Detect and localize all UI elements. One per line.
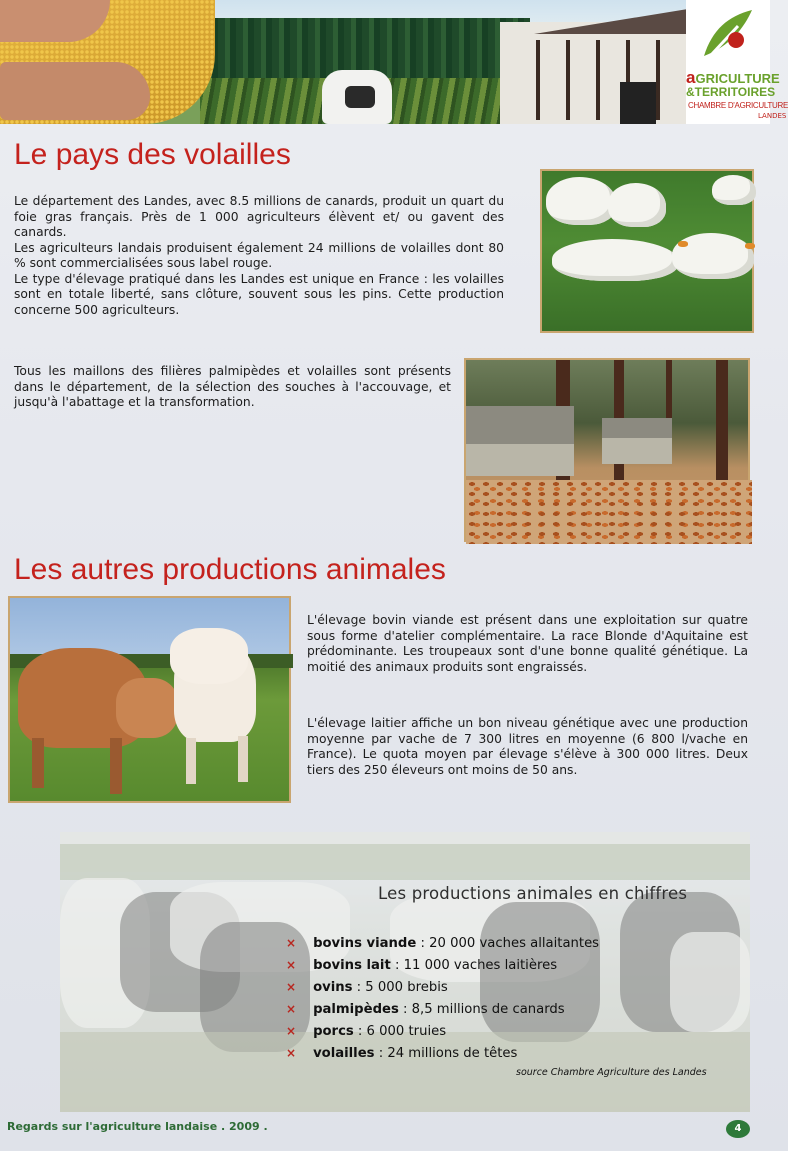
chambre-agriculture-logo xyxy=(686,0,788,124)
stat-item xyxy=(286,980,448,995)
duck-beak xyxy=(678,241,688,247)
logo-line-2: &TERRITOIRES xyxy=(686,85,776,99)
cow-leg xyxy=(238,736,248,782)
header-banner xyxy=(0,0,788,124)
bovin-viande-paragraph: L'élevage bovin viande est présent dans une exploitation sur quatre sous forme d'atelier complémentaire. La race Blonde d'Aquitaine est prédominante. Les troupeaux sont d'une bonne qualité génétique. La moitié des animaux produits sont engraissés. xyxy=(307,613,748,674)
stat-item xyxy=(286,936,599,951)
duck-shape xyxy=(546,177,616,225)
stat-value: : 5 000 brebis xyxy=(352,980,448,995)
volailles-paragraph-line-3: Le type d'élevage pratiqué dans les Landes est unique en France : les volailles sont en totale liberté, sans clôture, souvent sous les pins. Cette production concerne 500 agriculteurs. xyxy=(14,271,504,317)
poultry-house xyxy=(602,438,672,464)
stat-item xyxy=(286,958,557,973)
stat-item xyxy=(286,1046,517,1061)
blonde-cow-head xyxy=(116,678,178,738)
stat-value: : 6 000 truies xyxy=(353,1024,447,1039)
duck-beak xyxy=(745,243,755,249)
bullet-icon: × xyxy=(286,980,297,994)
bovin-lait-paragraph: L'élevage laitier affiche un bon niveau génétique avec une production moyenne par vache de 7 300 litres en moyenne (6 800 l/vache en France). Le quota moyen par élevage s'élève à 300 000 litres. Deux tiers des 250 éleveurs ont moins de 50 ans. xyxy=(307,716,748,777)
stat-item xyxy=(286,1024,446,1039)
cow-leg xyxy=(32,738,44,788)
stats-panel xyxy=(60,832,750,1112)
duck-shape xyxy=(712,175,756,205)
logo-line-4: LANDES xyxy=(758,112,787,120)
stat-label: volailles xyxy=(313,1046,375,1061)
hens-ground xyxy=(466,480,752,544)
stat-value: : 11 000 vaches laitières xyxy=(390,958,558,973)
stat-label: porcs xyxy=(313,1024,354,1039)
stat-value: : 24 millions de têtes xyxy=(374,1046,518,1061)
cow-leg xyxy=(110,738,122,794)
volailles-paragraph-line-2: Les agriculteurs landais produisent également 24 millions de volailles dont 80 % sont commercialisées sous label rouge. xyxy=(14,240,504,270)
duck-shape xyxy=(608,183,666,227)
bullet-icon: × xyxy=(286,958,297,972)
volailles-paragraph xyxy=(14,194,504,318)
banner-cow-patch xyxy=(345,86,375,108)
bullet-icon: × xyxy=(286,1002,297,1016)
poultry-house xyxy=(466,444,574,476)
stat-label: bovins lait xyxy=(313,958,391,973)
section-title-volailles: Le pays des volailles xyxy=(14,138,291,171)
duck-shape xyxy=(552,239,678,281)
filieres-paragraph: Tous les maillons des filières palmipèdes et volailles sont présents dans le département, de la sélection des souches à l'accouvage, et jusqu'à l'abattage et la transformation. xyxy=(14,364,451,409)
stat-item xyxy=(286,1002,565,1017)
stat-label: palmipèdes xyxy=(313,1002,399,1017)
footer-text: Regards sur l'agriculture landaise . 2009 . xyxy=(7,1120,268,1133)
bullet-icon: × xyxy=(286,1046,297,1060)
bullet-icon: × xyxy=(286,936,297,950)
logo-line-3: CHAMBRE D'AGRICULTURE xyxy=(688,101,788,110)
banner-farmhouse-door xyxy=(620,82,656,124)
pine-trunk xyxy=(716,360,728,500)
ducks-photo xyxy=(540,169,754,333)
poultry-houses-photo xyxy=(464,358,750,542)
duck-shape xyxy=(672,233,754,279)
logo-leaf-icon xyxy=(698,6,754,62)
banner-hand-bottom xyxy=(0,62,150,120)
page-number-badge: 4 xyxy=(726,1120,750,1138)
cattle-photo xyxy=(8,596,291,803)
section-title-autres: Les autres productions animales xyxy=(14,553,446,586)
bullet-icon: × xyxy=(286,1024,297,1038)
cow-leg xyxy=(186,738,196,784)
stats-source: source Chambre Agriculture des Landes xyxy=(516,1067,707,1078)
poultry-house-roof xyxy=(602,418,672,440)
stat-value: : 20 000 vaches allaitantes xyxy=(416,936,600,951)
stat-label: bovins viande xyxy=(313,936,417,951)
logo-line-1: aGRICULTURE xyxy=(686,68,780,87)
white-cow-head xyxy=(170,628,248,684)
stat-label: ovins xyxy=(313,980,353,995)
poultry-house-roof xyxy=(466,406,574,446)
stat-value: : 8,5 millions de canards xyxy=(398,1002,565,1017)
volailles-paragraph-line-1: Le département des Landes, avec 8.5 millions de canards, produit un quart du foie gras français. Près de 1 000 agriculteurs élèvent et/ ou gavent des canards. xyxy=(14,194,504,239)
stats-title: Les productions animales en chiffres xyxy=(378,884,688,903)
